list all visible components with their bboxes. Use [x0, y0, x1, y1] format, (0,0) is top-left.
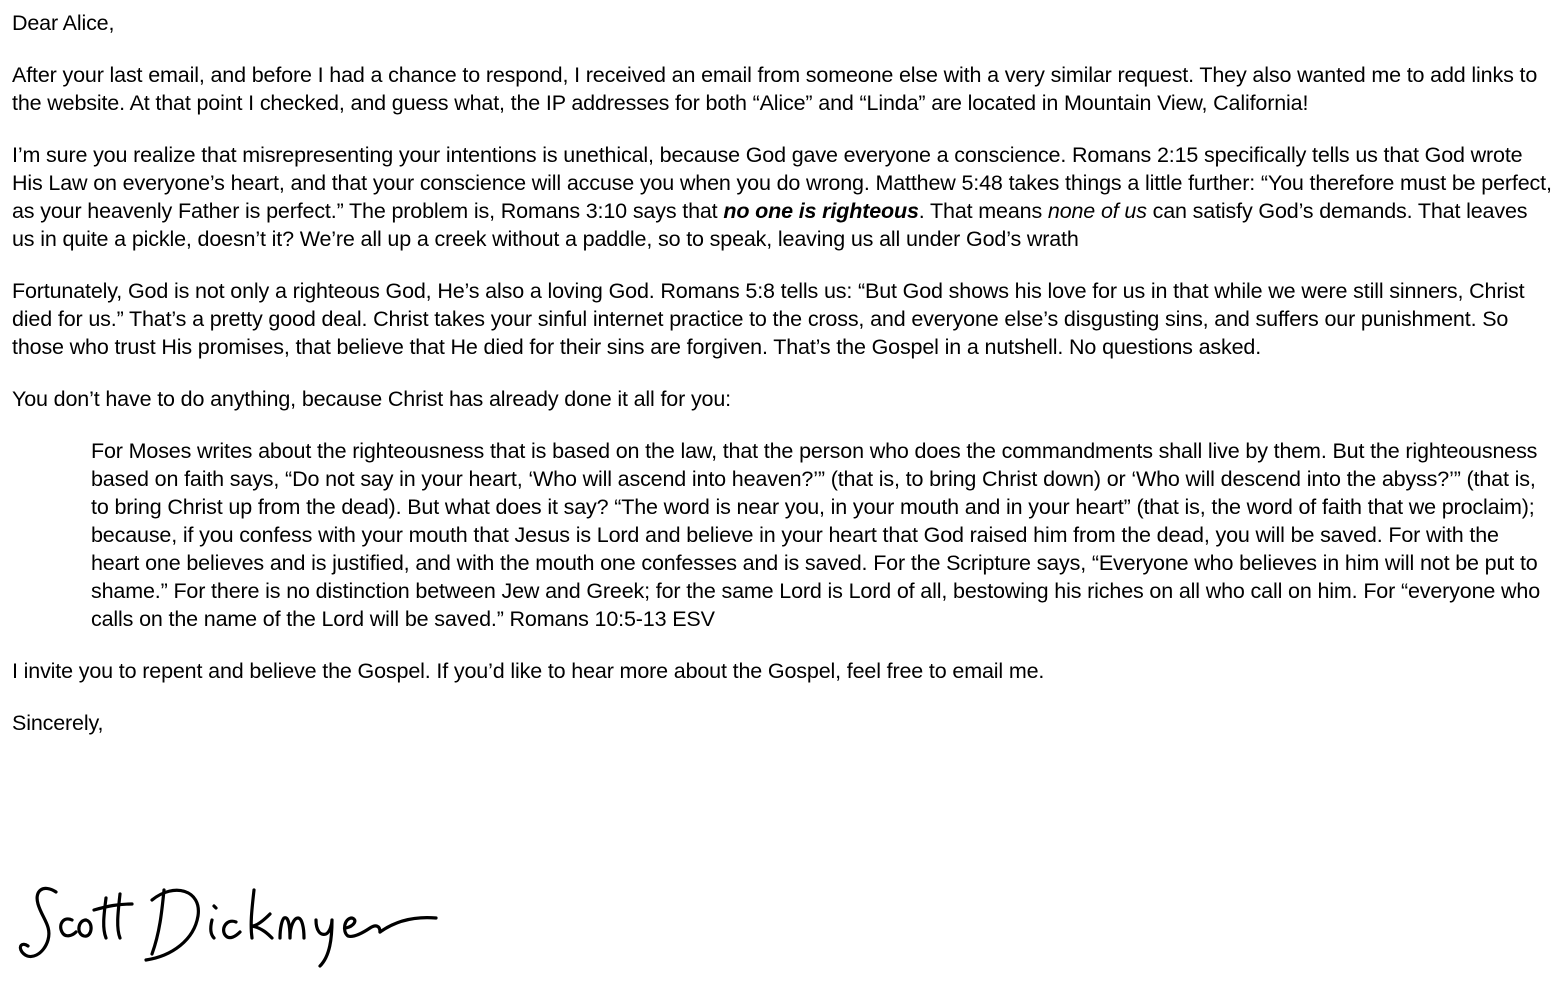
emphasis-none-of-us: none of us	[1047, 199, 1147, 223]
letter-body	[12, 9, 1552, 761]
handwritten-signature	[14, 876, 439, 972]
paragraph-gospel: Fortunately, God is not only a righteous God, He’s also a loving God. Romans 5:8 tells us: “But God shows his love for us in that while we were still sinners, Christ died for us.” That’s a pretty good deal. Christ takes your sinful internet practice to the cross, and everyone else’s disgusting sins, and suffers our punishment. So those who trust His promises, that believe that He died for their sins are forgiven. That’s the Gospel in a nutshell. No questions asked.	[12, 279, 1525, 359]
paragraph-conscience-text-3: can satisfy God’s demands. That leaves us in quite a pickle, doesn’t it? We’re all up a creek without a paddle, so to speak, leaving us all under God’s wrath	[12, 199, 1528, 251]
paragraph-conscience	[12, 141, 1552, 253]
paragraph-done-it-all: You don’t have to do anything, because Christ has already done it all for you:	[12, 387, 731, 411]
emphasis-no-one-righteous: no one is righteous	[723, 199, 919, 223]
paragraph-conscience-text-1: I’m sure you realize that misrepresenting your intentions is unethical, because God gave everyone a conscience. Romans 2:15 specifically tells us that God wrote His Law on everyone’s heart, and that your conscience will accuse you when you do wrong. Matthew 5:48 takes things a little further: “You therefore must be perfect, as your heavenly Father is perfect.” The problem is, Romans 3:10 says that	[12, 143, 1552, 223]
paragraph-ip-addresses: After your last email, and before I had a chance to respond, I received an email from someone else with a very similar request. They also wanted me to add links to the website. At that point I checked, and guess what, the IP addresses for both “Alice” and “Linda” are located in Mountain View, California!	[12, 63, 1538, 115]
scripture-quote: For Moses writes about the righteousness that is based on the law, that the person who does the commandments shall live by them. But the righteousness based on faith says, “Do not say in your heart, ‘Who will ascend into heaven?’” (that is, to bring Christ down) or ‘Who will descend into the abyss?’” (that is, to bring Christ up from the dead). But what does it say? “The word is near you, in your mouth and in your heart” (that is, the word of faith that we proclaim); because, if you confess with your mouth that Jesus is Lord and believe in your heart that God raised him from the dead, you will be saved. For with the heart one believes and is justified, and with the mouth one confesses and is saved. For the Scripture says, “Everyone who believes in him will not be put to shame.” For there is no distinction between Jew and Greek; for the same Lord is Lord of all, bestowing his riches on all who call on him. For “everyone who calls on the name of the Lord will be saved.” Romans 10:5-13 ESV	[91, 439, 1541, 631]
salutation: Dear Alice,	[12, 11, 115, 35]
paragraph-conscience-text-2: . That means	[918, 199, 1048, 223]
closing: Sincerely,	[12, 711, 104, 735]
paragraph-invitation: I invite you to repent and believe the Gospel. If you’d like to hear more about the Gospel, feel free to email me.	[12, 659, 1045, 683]
